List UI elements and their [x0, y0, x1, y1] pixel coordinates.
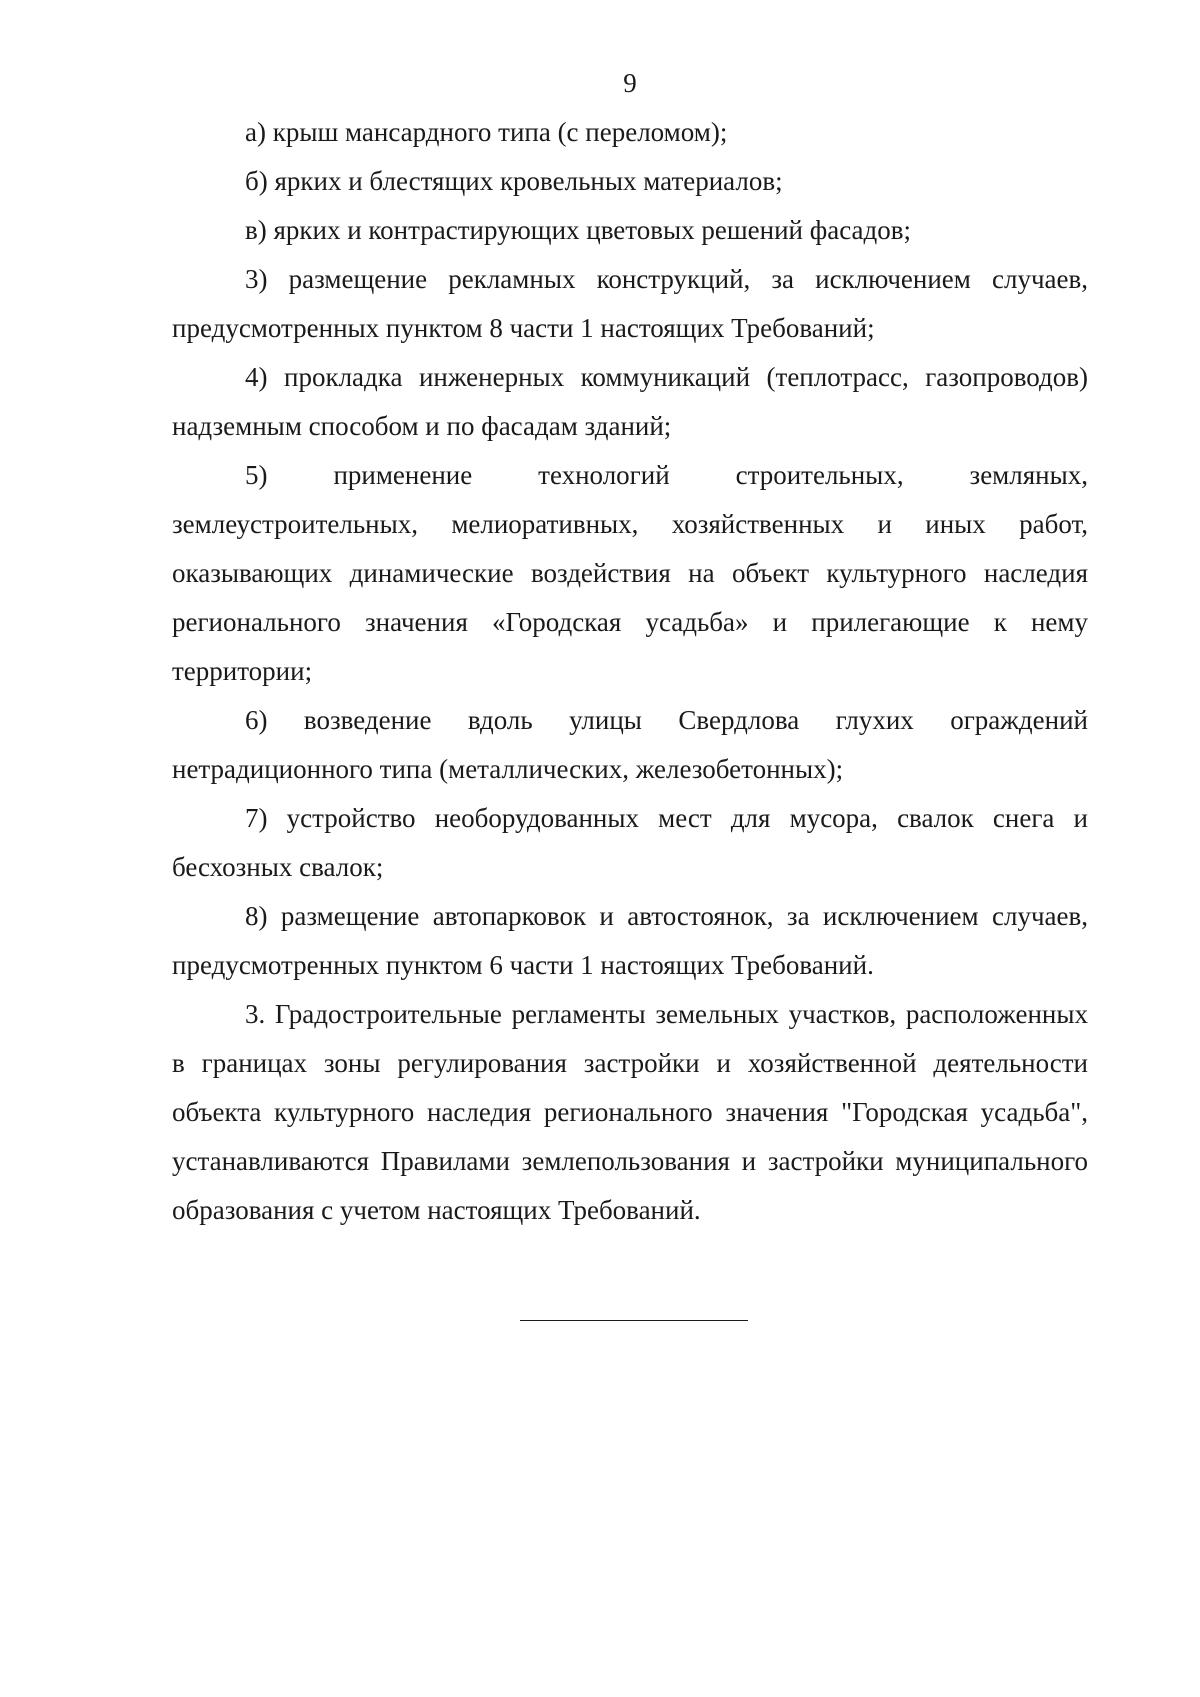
- paragraph-item-8: 8) размещение автопарковок и автостоянок, за исключением случаев, предусмотренных пунктом 6 части 1 настоящих Требований.: [172, 901, 1088, 980]
- paragraph-item-b: б) ярких и блестящих кровельных материалов;: [245, 166, 783, 196]
- paragraph-item-3: 3) размещение рекламных конструкций, за исключением случаев, предусмотренных пунктом 8 части 1 настоящих Требований;: [172, 264, 1088, 343]
- paragraph-item-7: 7) устройство необорудованных мест для мусора, свалок снега и бесхозных свалок;: [172, 803, 1088, 882]
- closing-divider: [520, 1320, 748, 1321]
- paragraph-item-6: 6) возведение вдоль улицы Свердлова глухих ограждений нетрадиционного типа (металлических, железобетонных);: [172, 705, 1088, 784]
- paragraph-item-5: 5) применение технологий строительных, земляных, землеустроительных, мелиоративных, хозяйственных и иных работ, оказывающих динамические воздействия на объект культурного наследия регионального значения «Городская усадьба» и прилегающие к нему территории;: [172, 460, 1088, 686]
- page-number: 9: [623, 68, 637, 98]
- document-body: [172, 108, 1088, 1235]
- paragraph-item-4: 4) прокладка инженерных коммуникаций (теплотрасс, газопроводов) надземным способом и по фасадам зданий;: [172, 362, 1088, 441]
- paragraph-item-v: в) ярких и контрастирующих цветовых решений фасадов;: [245, 215, 911, 245]
- paragraph-section-3: 3. Градостроительные регламенты земельных участков, расположенных в границах зоны регулирования застройки и хозяйственной деятельности объекта культурного наследия регионального значения "Городская усадьба", устанавливаются Правилами землепользования и застройки муниципального образования с учетом настоящих Требований.: [172, 999, 1088, 1225]
- paragraph-item-a: а) крыш мансардного типа (с переломом);: [245, 117, 728, 147]
